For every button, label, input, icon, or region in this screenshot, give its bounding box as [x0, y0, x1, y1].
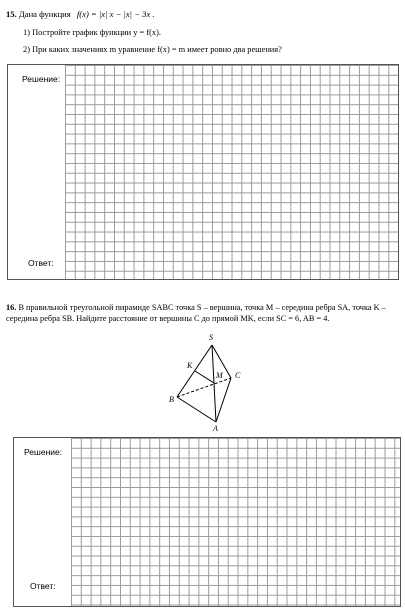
label-s: S — [209, 333, 213, 342]
task15-answer-label: Ответ: — [28, 258, 54, 268]
task16-statement — [6, 302, 402, 313]
task16-line2: середина ребра SB. Найдите расстояние от вершины C до прямой MK, если SC = 6, AB = 4. — [6, 314, 330, 323]
edge-ca — [216, 378, 231, 422]
pyramid-figure — [168, 330, 252, 434]
label-k: K — [187, 361, 193, 370]
label-b: B — [169, 395, 174, 404]
label-a: A — [213, 424, 218, 433]
task16-number: 16. — [6, 303, 17, 312]
task15-item1: 1) Постройте график функции y = f(x). — [23, 28, 161, 37]
task16-line1: В правильной треугольной пирамиде SABC точка S – вершина, точка M – середина ребра SA, точка K – — [18, 303, 386, 312]
task15-answer-grid[interactable] — [7, 64, 399, 280]
task15-intro: Дана функция — [18, 9, 71, 19]
segment-km — [195, 371, 214, 383]
task15-item2: 2) При каких значениях m уравнение f(x) = m имеет ровно два решения? — [23, 45, 282, 54]
task16-answer-grid[interactable] — [13, 437, 401, 607]
label-c: C — [235, 371, 241, 380]
task15-grid-cells — [65, 65, 398, 279]
task15-formula: f(x) = |x| x − |x| − 3x . — [76, 9, 155, 19]
task15-statement — [6, 8, 155, 20]
task16-grid-cells — [71, 438, 400, 606]
task15-number: 15. — [6, 9, 17, 19]
edge-ba — [177, 397, 216, 422]
edge-sb — [177, 345, 212, 397]
task16-answer-label: Ответ: — [30, 581, 56, 591]
label-m: M — [216, 371, 223, 380]
task16-solution-label: Решение: — [24, 447, 63, 457]
task15-solution-label: Решение: — [22, 74, 61, 84]
edge-bc-hidden — [177, 378, 231, 397]
